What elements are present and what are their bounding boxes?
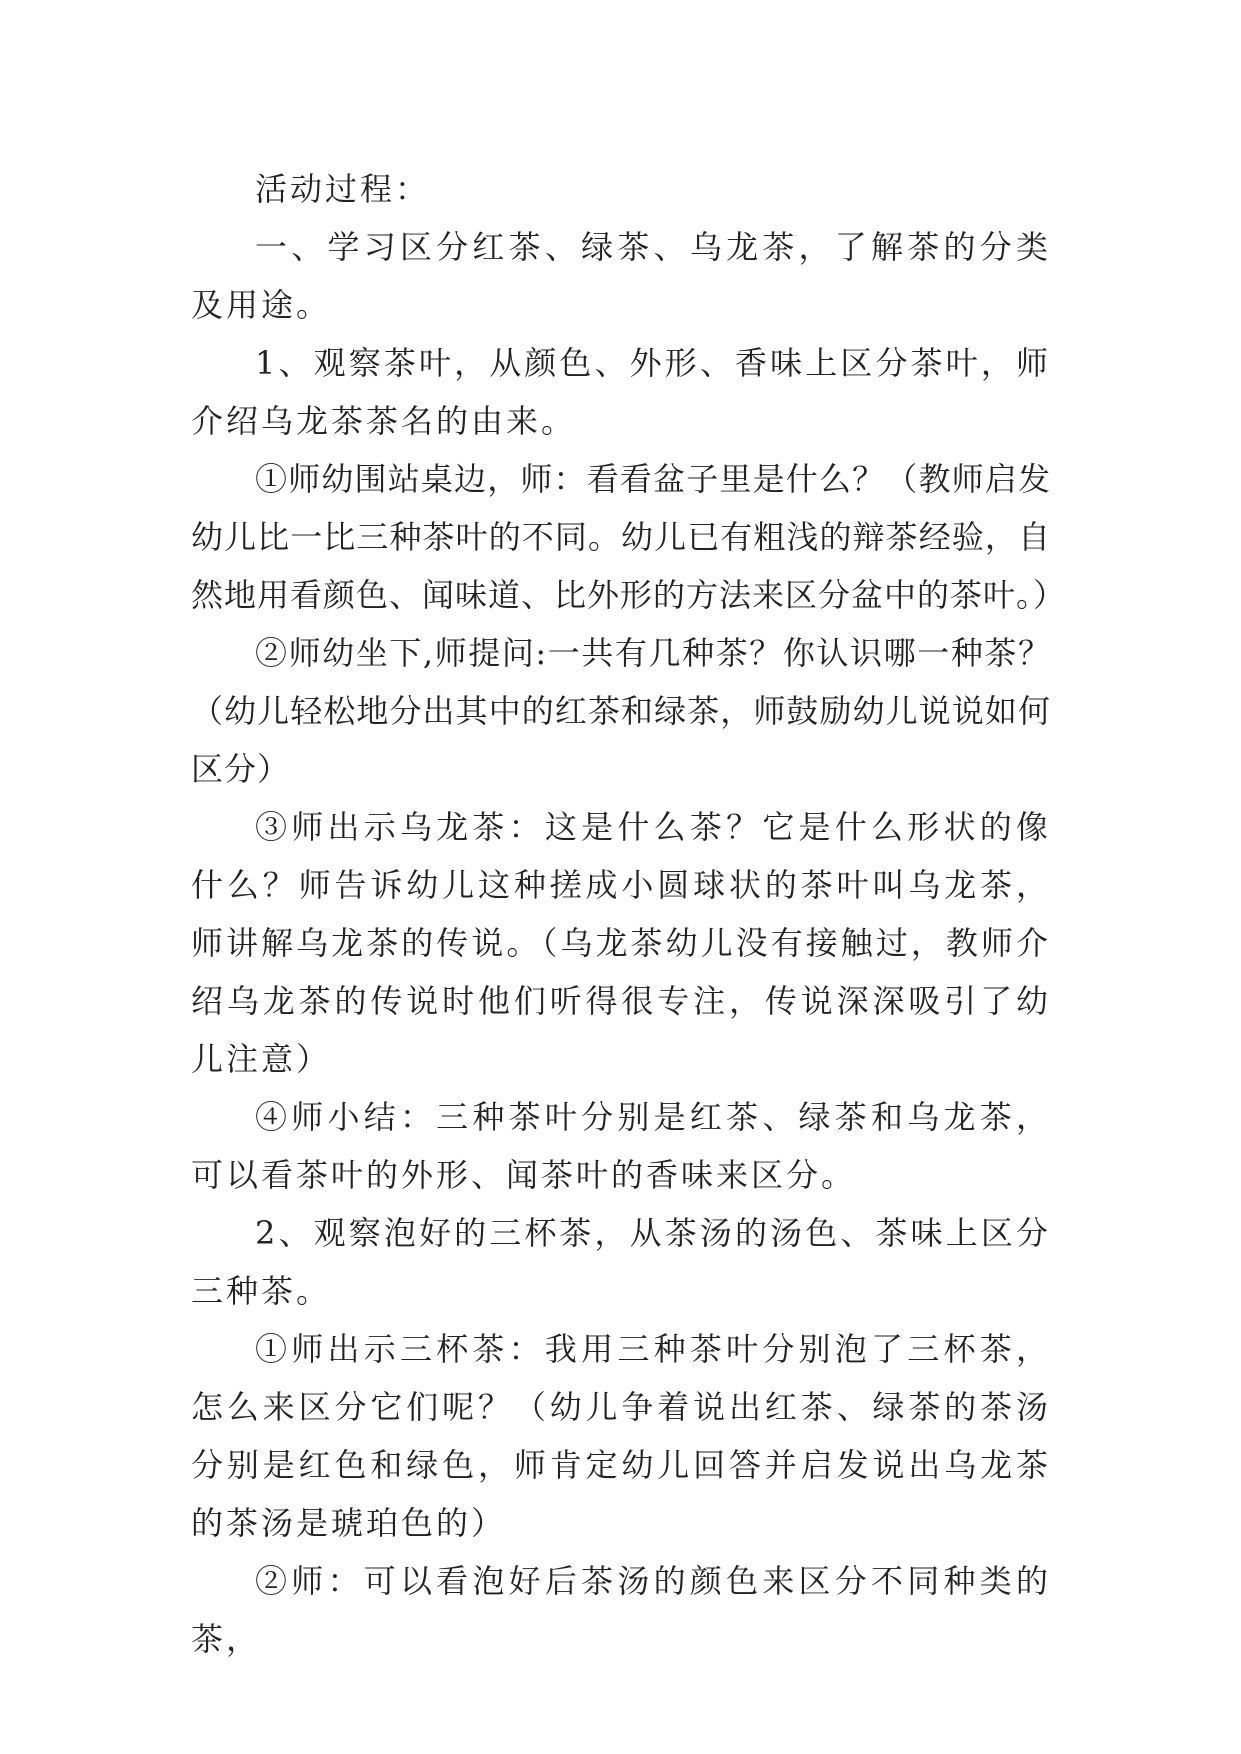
document-body bbox=[191, 160, 1067, 1668]
paragraph-step-1-b: ②师幼坐下,师提问:一共有几种茶？你认识哪一种茶？（幼儿轻松地分出其中的红茶和绿茶，师鼓励幼儿说说如何区分） bbox=[191, 634, 1051, 788]
paragraph-step-2-b: ②师：可以看泡好后茶汤的颜色来区分不同种类的茶， bbox=[191, 1562, 1051, 1658]
paragraph-step-1-a: ①师幼围站桌边，师：看看盆子里是什么？（教师启发幼儿比一比三种茶叶的不同。幼儿已有粗浅的辩茶经验，自然地用看颜色、闻味道、比外形的方法来区分盆中的茶叶。） bbox=[191, 460, 1067, 614]
paragraph-section-one: 一、学习区分红茶、绿茶、乌龙茶，了解茶的分类及用途。 bbox=[191, 228, 1051, 324]
paragraph-activity-process: 活动过程： bbox=[255, 170, 431, 208]
paragraph-step-1-d: ④师小结：三种茶叶分别是红茶、绿茶和乌龙茶，可以看茶叶的外形、闻茶叶的香味来区分。 bbox=[191, 1098, 1051, 1194]
paragraph-step-2: 2、观察泡好的三杯茶，从茶汤的汤色、茶味上区分三种茶。 bbox=[191, 1214, 1051, 1310]
paragraph-step-2-a: ①师出示三杯茶：我用三种茶叶分别泡了三杯茶，怎么来区分它们呢？（幼儿争着说出红茶、绿茶的茶汤分别是红色和绿色，师肯定幼儿回答并启发说出乌龙茶的茶汤是琥珀色的） bbox=[191, 1330, 1051, 1542]
paragraph-step-1: 1、观察茶叶，从颜色、外形、香味上区分茶叶，师介绍乌龙茶茶名的由来。 bbox=[191, 344, 1051, 440]
paragraph-step-1-c: ③师出示乌龙茶：这是什么茶？它是什么形状的像什么？师告诉幼儿这种搓成小圆球状的茶叶叫乌龙茶，师讲解乌龙茶的传说。（乌龙茶幼儿没有接触过，教师介绍乌龙茶的传说时他们听得很专注，传说深深吸引了幼儿注意） bbox=[191, 808, 1051, 1078]
